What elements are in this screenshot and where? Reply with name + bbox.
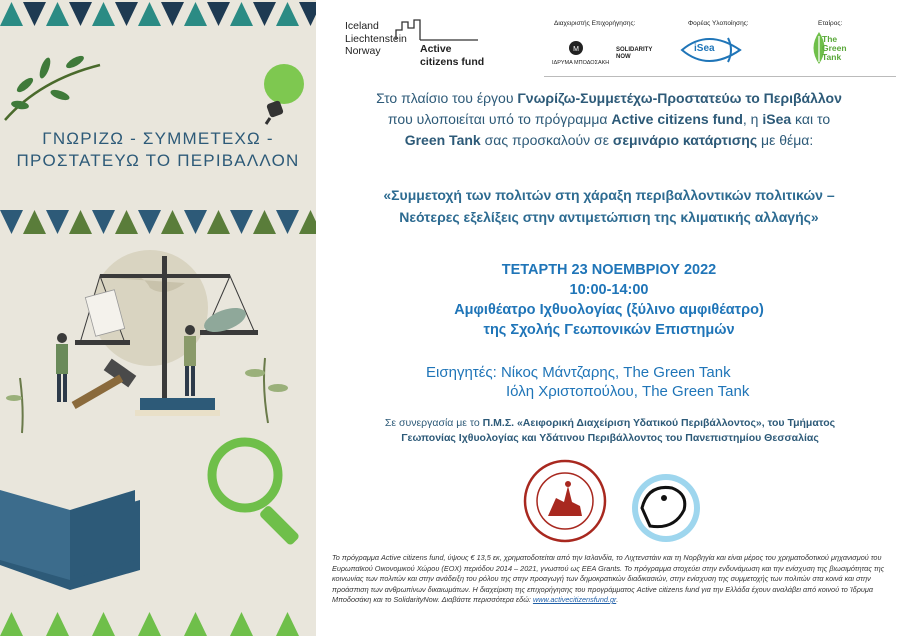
decor-triangle — [299, 2, 316, 26]
intro-greentank-name: Green Tank — [404, 132, 481, 148]
decor-triangle — [69, 612, 92, 636]
speaker-2: Ιόλη Χριστοπούλου, The Green Tank — [506, 383, 750, 400]
decor-triangle — [92, 612, 115, 636]
decor-triangle — [253, 2, 276, 26]
decor-triangle — [299, 612, 316, 636]
collaboration-note — [330, 416, 890, 446]
solidarity-now-logo: SOLIDARITY NOW — [616, 47, 653, 60]
decor-triangle — [69, 2, 92, 26]
left-title-line-2: ΠΡΟΣΤΑΤΕΥΩ ΤΟ ΠΕΡΙΒΑΛΛΟΝ — [16, 151, 300, 170]
decor-triangle — [115, 2, 138, 26]
speaker-1: Νίκος Μάντζαρης, The Green Tank — [500, 364, 731, 381]
label-grant-manager: Διαχειριστής Επιχορήγησης: — [554, 20, 636, 27]
left-poster-panel — [0, 0, 316, 636]
intro-program-name: Active citizens fund — [611, 111, 743, 127]
logo-text-norway: Norway — [345, 45, 381, 57]
footnote-end: . — [616, 595, 619, 604]
logo-text-liechtenstein: Liechtenstein — [345, 32, 407, 45]
decor-triangle — [184, 612, 207, 636]
event-venue-line-1: Αμφιθέατρο Ιχθυολογίας (ξύλινο αμφιθέατρο) — [454, 302, 764, 318]
speakers-label: Εισηγητές: — [426, 364, 501, 381]
decor-triangle — [0, 210, 23, 234]
seminar-title-line-2: Νεότερες εξελίξεις στην αντιμετώπιση της κλιματικής αλλαγής» — [399, 209, 819, 225]
speakers-block — [426, 363, 886, 401]
logo-text-active: Active — [420, 43, 452, 55]
aquaculture-fish-logo — [628, 470, 704, 546]
decor-triangle — [276, 210, 299, 234]
decor-triangle — [253, 612, 276, 636]
decor-triangle — [276, 2, 299, 26]
bottom-triangle-pattern — [0, 610, 316, 636]
logo-text-iceland: Iceland — [345, 20, 379, 32]
green-tank-text-green: Green — [822, 43, 847, 53]
footnote-paragraph — [332, 553, 894, 606]
decor-triangle — [92, 210, 115, 234]
decor-triangle — [138, 2, 161, 26]
green-tank-logo-text — [822, 35, 847, 62]
left-title — [0, 128, 316, 172]
intro-text-2: που υλοποιείται υπό το πρόγραμμα — [387, 111, 612, 127]
decor-triangle — [230, 210, 253, 234]
open-book-illustration — [0, 465, 140, 605]
intro-text-3: , η — [742, 111, 763, 127]
decor-triangle — [161, 2, 184, 26]
university-of-thessaly-logo — [520, 458, 610, 544]
magnifying-glass-icon — [200, 425, 316, 545]
decor-triangle — [69, 210, 92, 234]
decor-triangle — [184, 210, 207, 234]
decor-triangle — [230, 2, 253, 26]
event-venue-line-2: της Σχολής Γεωπονικών Επιστημών — [483, 322, 735, 338]
decor-triangle — [184, 2, 207, 26]
decor-triangle — [0, 612, 23, 636]
eea-grants-icon — [394, 18, 478, 42]
decor-triangle — [276, 612, 299, 636]
isea-logo-text: iSea — [694, 43, 715, 54]
green-tank-text-tank: Tank — [822, 52, 842, 62]
decor-triangle — [115, 210, 138, 234]
lightbulb-icon — [252, 58, 312, 126]
intro-text-4: και το — [791, 111, 831, 127]
event-details — [326, 260, 892, 340]
decor-triangle — [115, 612, 138, 636]
intro-text-1: Στο πλαίσιο του έργου — [376, 90, 518, 106]
intro-seminar-word: σεμινάριο κατάρτισης — [612, 132, 758, 148]
decor-triangle — [299, 210, 316, 234]
decor-triangle — [207, 210, 230, 234]
decor-triangle — [138, 210, 161, 234]
collab-text-1: Σε συνεργασία με το — [384, 417, 483, 429]
intro-text-5: σας προσκαλούν σε — [480, 132, 613, 148]
decor-triangle — [0, 2, 23, 26]
decor-triangle — [23, 612, 46, 636]
intro-text-6: με θέμα: — [757, 132, 814, 148]
footnote-text: Το πρόγραμμα Active citizens fund, ύψους € 13,5 εκ, χρηματοδοτείται από την Ισλανδία, το Λιχτενστάιν και τη Νορβηγία και είναι μέρος του χρηματοδοτικού μηχανισμού του Ευρωπαϊκού Οικονομικού Χώρου (ΕΟΧ) περιόδου 2014 – 2021, γνωστού ως EEA Grants. Το πρόγραμμα στοχεύει στην ενδυνάμωση και την ενίσχυση της βιωσιμότητας της κοινωνίας των πολιτών και στην ανάδειξη του ρόλου της στην προαγωγή των δημοκρατικών διαδικασιών, στην ενίσχυση της συμμετοχής των πολιτών στα κοινά και στην προάσπιση των ανθρωπίνων δικαιωμάτων. Η διαχείριση της επιχορήγησης του προγράμματος Active citizens fund για την Ελλάδα έχουν αναλάβει από κοινού το Ίδρυμα Μποδοσάκη και το SolidarityNow. Διαβάστε περισσότερα εδώ: — [332, 553, 885, 604]
svg-text:M: M — [573, 46, 579, 53]
event-time: 10:00-14:00 — [569, 282, 649, 298]
decor-triangle — [23, 210, 46, 234]
decor-triangle — [23, 2, 46, 26]
decor-triangle — [138, 612, 161, 636]
collab-text-2: Π.Μ.Σ. «Αειφορική Διαχείριση Υδατικού Περιβάλλοντος», του Τμήματος — [482, 417, 836, 429]
label-partner: Εταίρος: — [818, 20, 843, 27]
decor-triangle — [253, 210, 276, 234]
decor-triangle — [230, 612, 253, 636]
bodossaki-text: ΙΔΡΥΜΑ ΜΠΟΔΟΣΑΚΗ — [552, 60, 610, 66]
decor-triangle — [161, 612, 184, 636]
active-citizens-fund-logo — [420, 43, 484, 68]
activecitizensfund-link[interactable]: www.activecitizensfund.gr — [532, 595, 617, 604]
green-tank-text-the: The — [822, 34, 838, 44]
decor-triangle — [46, 612, 69, 636]
decor-triangle — [46, 2, 69, 26]
seminar-title — [326, 184, 892, 228]
intro-isea-name: iSea — [762, 111, 792, 127]
decor-triangle — [161, 210, 184, 234]
collab-text-3: Γεωπονίας Ιχθυολογίας και Υδάτινου Περιβάλλοντος του Πανεπιστημίου Θεσσαλίας — [401, 432, 819, 444]
event-date: ΤΕΤΑΡΤΗ 23 ΝΟΕΜΒΡΙΟΥ 2022 — [501, 262, 717, 278]
right-content-panel — [316, 0, 900, 636]
left-title-line-1: ΓΝΩΡΙΖΩ - ΣΥΜΜΕΤΕΧΩ - — [42, 129, 274, 148]
decor-triangle — [92, 2, 115, 26]
seminar-title-line-1: «Συμμετοχή των πολιτών στη χάραξη περιβαλλοντικών πολιτικών – — [383, 187, 835, 203]
decor-triangle — [46, 210, 69, 234]
olive-branch-illustration — [0, 40, 110, 130]
header-divider — [544, 76, 896, 77]
top-triangle-pattern — [0, 0, 316, 26]
decor-triangle — [207, 2, 230, 26]
label-implementer: Φορέας Υλοποίησης: — [688, 20, 749, 27]
logo-text-citizens-fund: citizens fund — [420, 55, 485, 68]
middle-triangle-pattern — [0, 208, 316, 234]
decor-triangle — [207, 612, 230, 636]
justice-scales-illustration — [0, 238, 316, 438]
intro-paragraph — [326, 88, 892, 151]
intro-project-name: Γνωρίζω-Συμμετέχω-Προστατεύω το Περιβάλλον — [517, 90, 842, 106]
